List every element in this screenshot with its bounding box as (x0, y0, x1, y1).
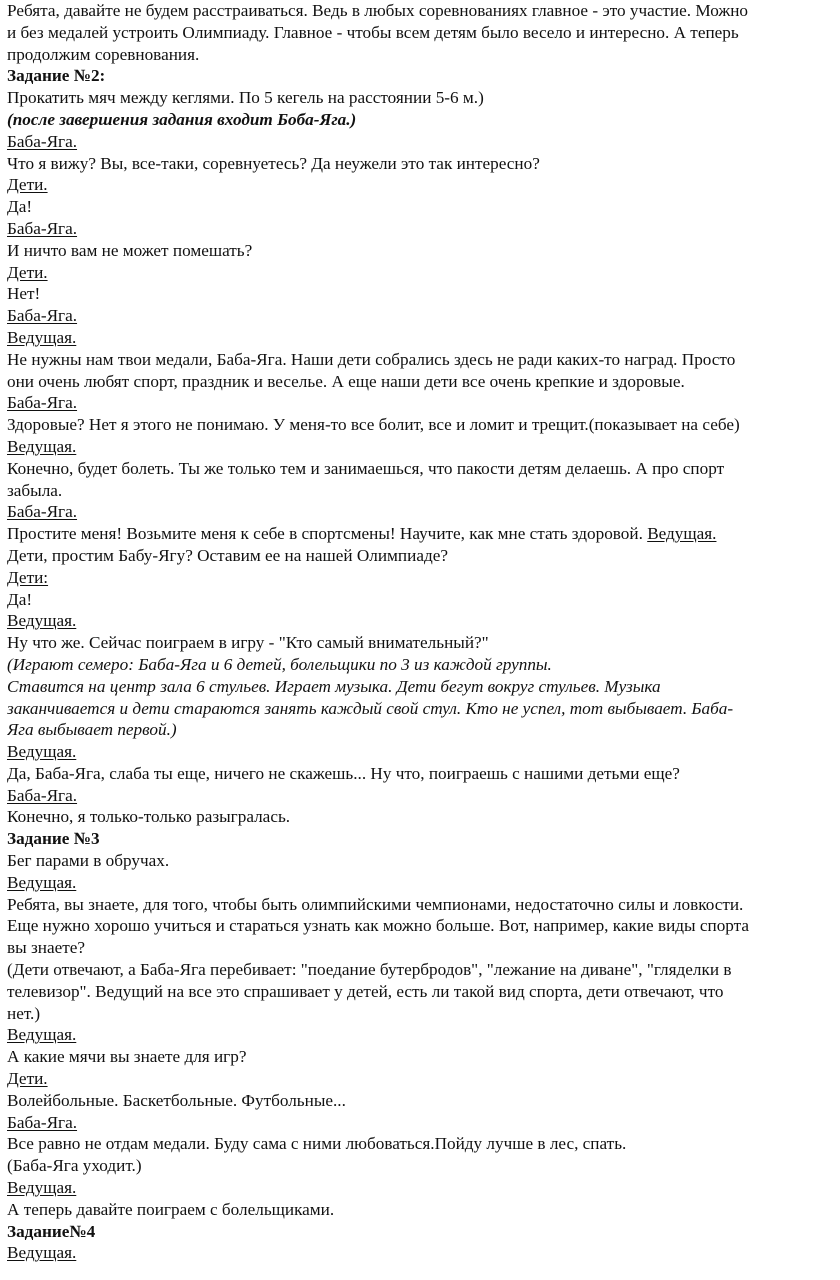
text-line-text: телевизор". Ведущий на все это спрашивает у детей, есть ли такой вид спорта, дети отвечают, что (7, 981, 724, 1001)
text-line (7, 806, 835, 828)
stage-direction (7, 676, 835, 698)
speaker-label-text: Баба-Яга. (7, 218, 78, 238)
text-line-text: А какие мячи вы знаете для игр? (7, 1047, 247, 1067)
speaker-label-text: Ведущая. (7, 742, 77, 762)
text-line (7, 959, 835, 981)
speaker-label-text: Дети. (7, 175, 48, 195)
text-line (7, 1090, 835, 1112)
text-line-text: Ребята, давайте не будем расстраиваться. Ведь в любых соревнованиях главное - это участие. Можно (7, 1, 749, 20)
text-line-text: Дети, простим Бабу-Ягу? Оставим ее на нашей Олимпиаде? (7, 545, 448, 565)
stage-direction-text: Ставится на центр зала 6 стульев. Играет музыка. Дети бегут вокруг стульев. Музыка (7, 676, 661, 696)
text-line-text: Бег парами в обручах. (7, 851, 170, 871)
text-line (7, 22, 835, 44)
speaker-label-text: Баба-Яга. (7, 502, 78, 522)
text-line-text: Волейбольные. Баскетбольные. Футбольные... (7, 1090, 346, 1110)
text-line (7, 458, 835, 480)
text-line-text: продолжим соревнования. (7, 44, 200, 64)
speaker-label-text: Дети. (7, 1069, 48, 1089)
text-line (7, 1003, 835, 1025)
speaker-label (7, 392, 835, 414)
speaker-label (7, 872, 835, 894)
text-line (7, 371, 835, 393)
text-line-text: и без медалей устроить Олимпиаду. Главное - чтобы всем детям было весело и интересно. А теперь (7, 22, 739, 42)
text-line (7, 240, 835, 262)
speaker-label (7, 1068, 835, 1090)
text-line-text: Да! (7, 589, 33, 609)
speaker-label-text: Дети. (7, 262, 48, 282)
speaker-label-text: Ведущая. (7, 611, 77, 631)
scanned-document-page (7, 0, 835, 1264)
speaker-label-inline: Ведущая. (647, 524, 717, 544)
speaker-label-text: Баба-Яга. (7, 785, 78, 805)
text-line (7, 349, 835, 371)
text-line-text: (Баба-Яга уходит.) (7, 1156, 142, 1176)
speaker-label (7, 741, 835, 763)
text-line-text: Прокатить мяч между кеглями. По 5 кегель на расстоянии 5-6 м.) (7, 88, 484, 108)
text-line (7, 850, 835, 872)
stage-direction-text: заканчивается и дети стараются занять каждый свой стул. Кто не успел, тот выбывает. Баба- (7, 698, 734, 718)
speaker-label (7, 610, 835, 632)
text-line (7, 153, 835, 175)
text-line (7, 480, 835, 502)
speaker-label-text: Баба-Яга. (7, 1112, 78, 1132)
text-line (7, 87, 835, 109)
text-line-text: Ребята, вы знаете, для того, чтобы быть олимпийскими чемпионами, недостаточно силы и ловкости. (7, 894, 744, 914)
text-line (7, 44, 835, 66)
text-line-text: Здоровые? Нет я этого не понимаю. У меня-то все болит, все и ломит и трещит.(показывает на себе) (7, 415, 740, 435)
speaker-label-text: Ведущая. (7, 872, 77, 892)
stage-direction (7, 654, 835, 676)
text-line (7, 1199, 835, 1221)
text-line-text: А теперь давайте поиграем с болельщиками. (7, 1199, 335, 1219)
text-line (7, 523, 835, 545)
speaker-label (7, 501, 835, 523)
text-line-text: Да! (7, 197, 33, 217)
text-line-text: (Дети отвечают, а Баба-Яга перебивает: "поедание бутербродов", "лежание на диване", "гляделки в (7, 960, 732, 980)
stage-direction (7, 698, 835, 720)
stage-direction-text: Яга выбывает первой.) (7, 720, 177, 740)
speaker-label (7, 436, 835, 458)
text-line-text: Еще нужно хорошо учиться и стараться узнать как можно больше. Вот, например, какие виды спорта (7, 916, 750, 936)
speaker-label-text: Баба-Яга. (7, 393, 78, 413)
text-line (7, 196, 835, 218)
text-line (7, 937, 835, 959)
text-line-text: Конечно, я только-только разыгралась. (7, 807, 291, 827)
speaker-label-text: Ведущая. (7, 1243, 77, 1263)
text-line-text: Конечно, будет болеть. Ты же только тем и занимаешься, что пакости детям делаешь. А про спорт (7, 458, 725, 478)
text-line-text: забыла. (7, 480, 63, 500)
stage-direction (7, 109, 835, 131)
speaker-label-text: Баба-Яга. (7, 306, 78, 326)
text-line (7, 545, 835, 567)
speaker-label (7, 131, 835, 153)
speaker-label-text: Дети: (7, 567, 49, 587)
task-heading-text: Задание №2: (7, 66, 106, 86)
speaker-label (7, 218, 835, 240)
text-line-text: И ничто вам не может помешать? (7, 240, 253, 260)
text-line (7, 1155, 835, 1177)
text-line-text: вы знаете? (7, 938, 85, 958)
text-line (7, 894, 835, 916)
task-heading (7, 828, 835, 850)
text-line-text: Ну что же. Сейчас поиграем в игру - "Кто самый внимательный?" (7, 633, 489, 653)
text-line (7, 283, 835, 305)
task-heading (7, 65, 835, 87)
text-line-text: Не нужны нам твои медали, Баба-Яга. Наши дети собрались здесь не ради каких-то наград. Просто (7, 349, 736, 369)
text-line (7, 1133, 835, 1155)
speaker-label-text: Ведущая. (7, 327, 77, 347)
text-line (7, 632, 835, 654)
text-line (7, 981, 835, 1003)
text-line-text: они очень любят спорт, праздник и веселье. А еще наши дети все очень крепкие и здоровые. (7, 371, 685, 391)
speaker-label (7, 785, 835, 807)
text-line-text: Нет! (7, 284, 41, 304)
task-heading-text: Задание №3 (7, 829, 100, 849)
stage-direction-text: (после завершения задания входит Боба-Яга.) (7, 109, 357, 129)
text-line (7, 763, 835, 785)
speaker-label (7, 327, 835, 349)
speaker-label (7, 305, 835, 327)
text-line (7, 414, 835, 436)
stage-direction (7, 719, 835, 741)
speaker-label (7, 174, 835, 196)
speaker-label (7, 567, 835, 589)
text-line-text: нет.) (7, 1003, 41, 1023)
speaker-label-text: Баба-Яга. (7, 131, 78, 151)
text-line (7, 589, 835, 611)
text-line (7, 0, 835, 22)
speaker-label (7, 262, 835, 284)
speaker-label (7, 1177, 835, 1199)
text-line-text: Да, Баба-Яга, слаба ты еще, ничего не скажешь... Ну что, поиграешь с нашими детьми еще? (7, 763, 680, 783)
speaker-label (7, 1112, 835, 1134)
stage-direction-text: (Играют семеро: Баба-Яга и 6 детей, болельщики по 3 из каждой группы. (7, 654, 552, 674)
text-line-text: Простите меня! Возьмите меня к себе в спортсмены! Научите, как мне стать здоровой. (7, 524, 643, 544)
task-heading (7, 1221, 835, 1243)
text-line-text: Что я вижу? Вы, все-таки, соревнуетесь? Да неужели это так интересно? (7, 153, 540, 173)
speaker-label-text: Ведущая. (7, 1178, 77, 1198)
text-line (7, 915, 835, 937)
speaker-label (7, 1024, 835, 1046)
speaker-label-text: Ведущая. (7, 1025, 77, 1045)
text-line (7, 1046, 835, 1068)
text-line-text: Все равно не отдам медали. Буду сама с ними любоваться.Пойду лучше в лес, спать. (7, 1134, 627, 1154)
task-heading-text: Задание№4 (7, 1221, 96, 1241)
speaker-label-text: Ведущая. (7, 436, 77, 456)
speaker-label (7, 1242, 835, 1264)
